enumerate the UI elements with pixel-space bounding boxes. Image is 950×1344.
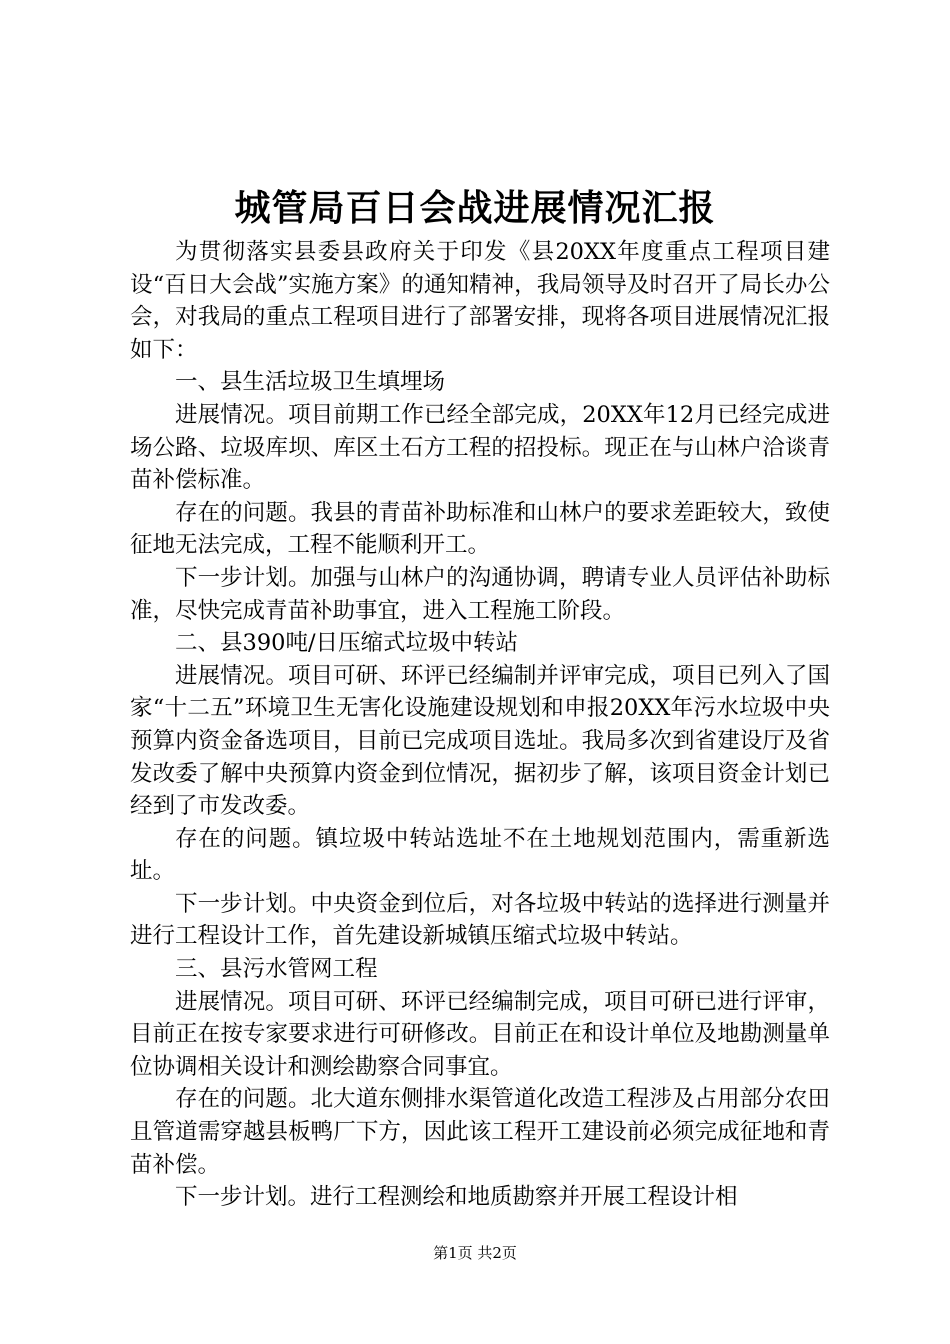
paragraph-progress-3: 进展情况。项目可研、环评已经编制完成，项目可研已进行评审，目前正在按专家要求进行可研修改。目前正在和设计单位及地勘测量单位协调相关设计和测绘勘察合同事宜。	[130, 988, 830, 1080]
paragraph-intro: 为贯彻落实县委县政府关于印发《县20XX年度重点工程项目建设“百日大会战”实施方案》的通知精神，我局领导及时召开了局长办公会，对我局的重点工程项目进行了部署安排，现将各项目进展情况汇报如下：	[130, 239, 830, 363]
document-title: 城管局百日会战进展情况汇报	[234, 187, 716, 229]
paragraph-problem-2: 存在的问题。镇垃圾中转站选址不在土地规划范围内，需重新选址。	[130, 825, 830, 885]
section-heading-2: 二、县390吨/日压缩式垃圾中转站	[175, 630, 519, 657]
section-heading-3: 三、县污水管网工程	[175, 956, 378, 983]
paragraph-problem-3: 存在的问题。北大道东侧排水渠管道化改造工程涉及占用部分农田且管道需穿越县板鸭厂下方，因此该工程开工建设前必须完成征地和青苗补偿。	[130, 1086, 830, 1178]
document-body	[130, 236, 830, 1214]
section-heading-1: 一、县生活垃圾卫生填埋场	[175, 369, 446, 396]
page-number-footer: 第1页 共2页	[433, 1244, 517, 1262]
paragraph-plan-1: 下一步计划。加强与山林户的沟通协调，聘请专业人员评估补助标准，尽快完成青苗补助事宜，进入工程施工阶段。	[130, 564, 830, 624]
paragraph-progress-1: 进展情况。项目前期工作已经全部完成，20XX年12月已经完成进场公路、垃圾库坝、库区土石方工程的招投标。现正在与山林户洽谈青苗补偿标准。	[130, 401, 830, 494]
paragraph-plan-3: 下一步计划。进行工程测绘和地质勘察并开展工程设计相	[175, 1184, 738, 1211]
paragraph-plan-2: 下一步计划。中央资金到位后，对各垃圾中转站的选择进行测量并进行工程设计工作，首先建设新城镇压缩式垃圾中转站。	[130, 890, 830, 950]
paragraph-problem-1: 存在的问题。我县的青苗补助标准和山林户的要求差距较大，致使征地无法完成，工程不能顺利开工。	[130, 499, 830, 559]
paragraph-progress-2: 进展情况。项目可研、环评已经编制并评审完成，项目已列入了国家“十二五”环境卫生无害化设施建设规划和申报20XX年污水垃圾中央预算内资金备选项目，目前已完成项目选址。我局多次到省建设厅及省发改委了解中央预算内资金到位情况，据初步了解，该项目资金计划已经到了市发改委。	[130, 662, 830, 820]
